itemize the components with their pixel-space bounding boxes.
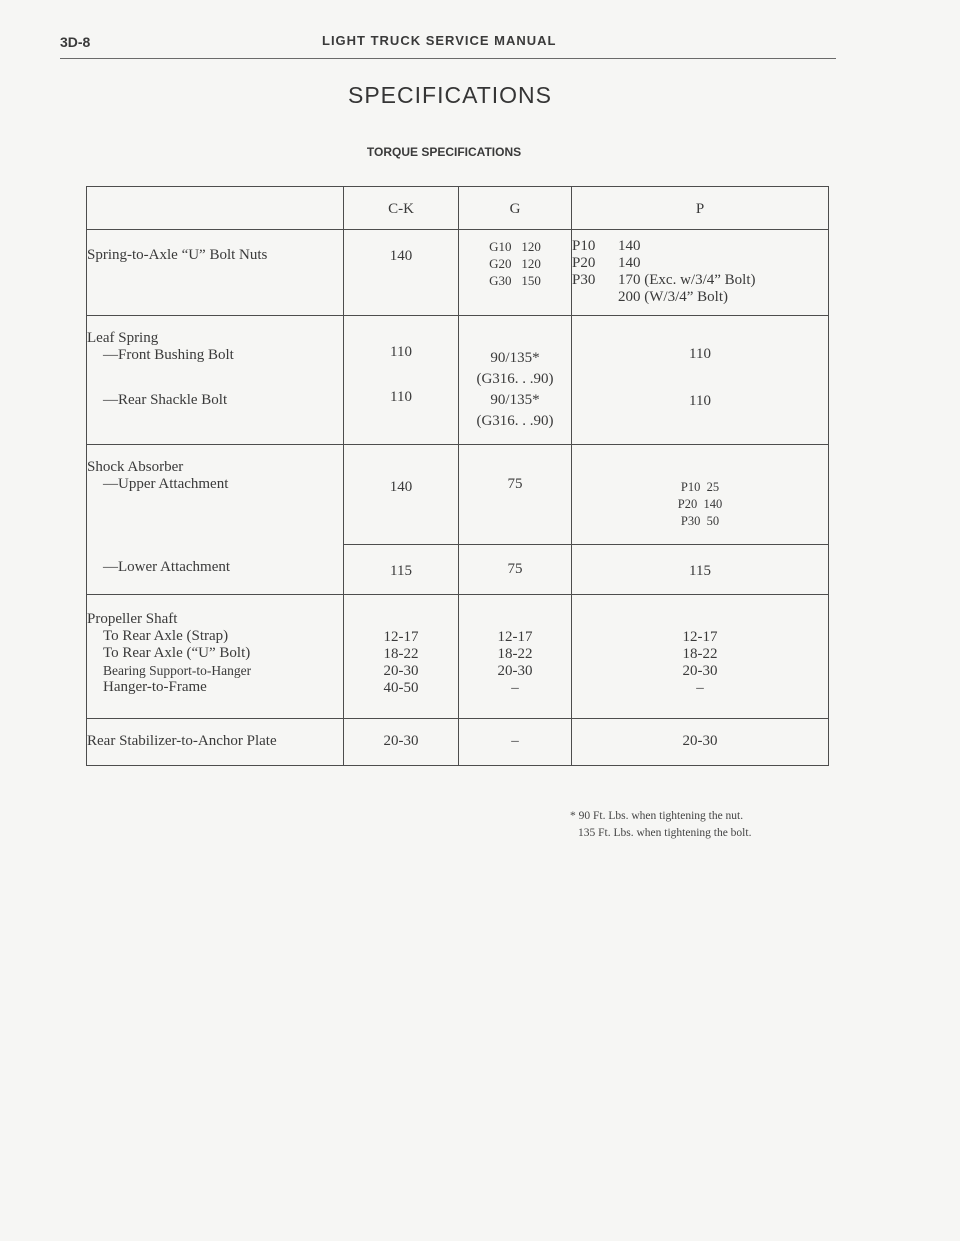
column-header-ck: C-K: [344, 187, 459, 230]
section-subtitle: TORQUE SPECIFICATIONS: [366, 145, 522, 159]
column-header-blank: [87, 187, 344, 230]
ck-lower-value: 115: [344, 545, 459, 595]
column-header-g: G: [459, 187, 572, 230]
column-header-p: P: [572, 187, 829, 230]
ck-upper-value: 140: [344, 445, 459, 545]
row-label: Leaf Spring —Front Bushing Bolt —Rear Shackle Bolt: [87, 316, 344, 445]
row-label: Propeller Shaft To Rear Axle (Strap) To Rear Axle (“U” Bolt) Bearing Support-to-Hanger Hanger-to-Frame: [87, 595, 344, 719]
table-row-propeller-shaft: [87, 595, 829, 719]
table-row-leaf-spring: [87, 316, 829, 445]
table-row-shock-upper: [87, 445, 829, 545]
table-header-row: [87, 187, 829, 230]
manual-title: LIGHT TRUCK SERVICE MANUAL: [322, 33, 557, 48]
g-values: 12-17 18-22 20-30 –: [459, 595, 572, 719]
p-values: P10 140 P20 140 P30 170 (Exc. w/3/4” Bolt) 200 (W/3/4” Bolt): [572, 230, 829, 316]
g-lower-value: 75: [459, 545, 572, 595]
p-values: 110 110: [572, 316, 829, 445]
g-values: G10 120 G20 120 G30 150: [459, 230, 572, 316]
torque-spec-table: [86, 186, 829, 766]
table-row-stabilizer: [87, 719, 829, 766]
footnote: * 90 Ft. Lbs. when tightening the nut. 135 Ft. Lbs. when tightening the bolt.: [570, 810, 752, 839]
row-label: Shock Absorber —Upper Attachment —Lower Attachment: [87, 445, 344, 595]
g-values: 90/135* (G316. . .90) 90/135* (G316. . .90): [459, 316, 572, 445]
g-upper-value: 75: [459, 445, 572, 545]
p-upper-values: P10 25 P20 140 P30 50: [572, 445, 829, 545]
row-label: Rear Stabilizer-to-Anchor Plate: [87, 719, 344, 766]
ck-values: 12-17 18-22 20-30 40-50: [344, 595, 459, 719]
ck-value: 20-30: [344, 719, 459, 766]
page-title: SPECIFICATIONS: [348, 82, 552, 108]
ck-value: 140: [344, 230, 459, 316]
page-number: 3D-8: [60, 34, 91, 50]
page-header: [60, 30, 836, 59]
ck-values: 110 110: [344, 316, 459, 445]
p-lower-value: 115: [572, 545, 829, 595]
g-value: –: [459, 719, 572, 766]
p-values: 12-17 18-22 20-30 –: [572, 595, 829, 719]
p-value: 20-30: [572, 719, 829, 766]
table-row-spring-axle: [87, 230, 829, 316]
row-label: Spring-to-Axle “U” Bolt Nuts: [87, 230, 344, 316]
